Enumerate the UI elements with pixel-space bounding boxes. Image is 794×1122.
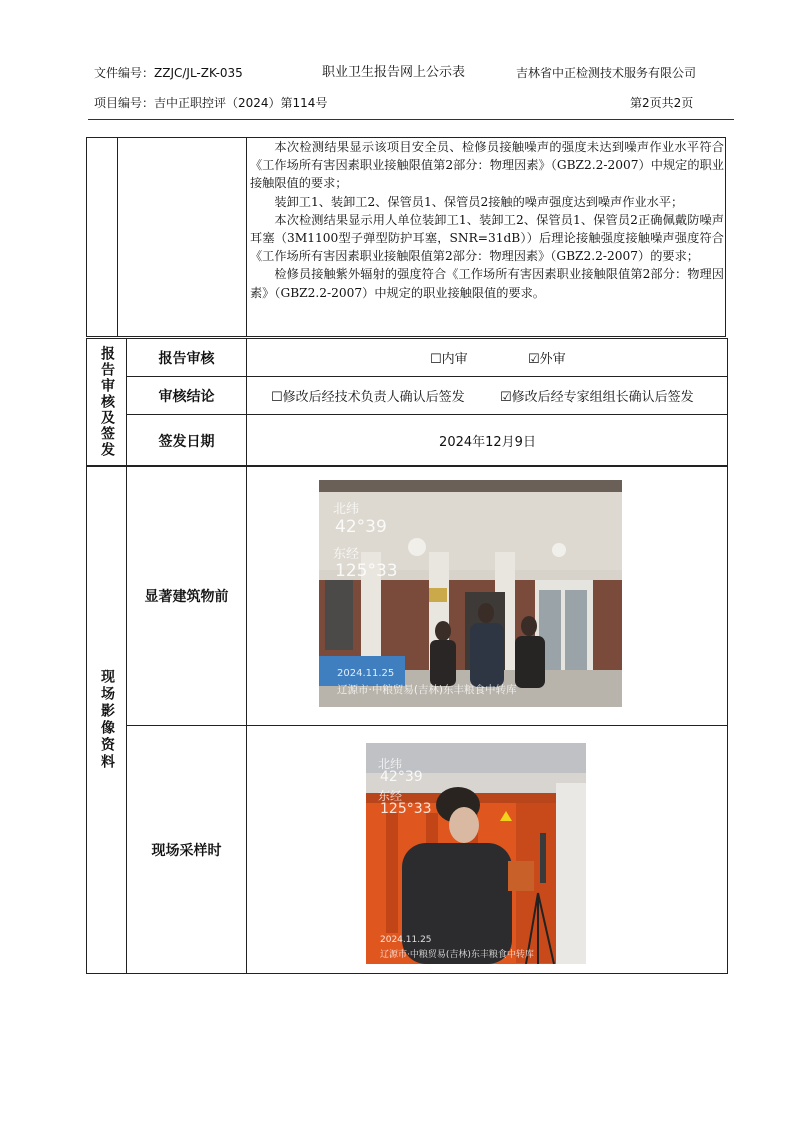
photo2-longitude: 125°33 <box>380 801 432 817</box>
review-label: 报告审核 <box>158 350 215 367</box>
finding-paragraph: 本次检测结果显示用人单位装卸工1、装卸工2、保管员1、保管员2正确佩戴防噪声耳塞（3M1100型子弹型防护耳塞，SNR=31dB））后理论接触强度接触噪声强度符合《工作场所有害因素职业接触限值第2部分：物理因素》（GBZ2.2-2007）的要求； <box>250 212 724 264</box>
review-section-label: 报告审核及签发 <box>99 346 115 458</box>
project-number: 项目编号：吉中正职控评（2024）第114号 <box>94 96 328 110</box>
photo1-location: 辽源市·中粮贸易(吉林)东丰粮食中转库 <box>337 684 517 696</box>
finding-paragraph: 本次检测结果显示该项目安全员、检修员接触噪声的强度未达到噪声作业水平符合《工作场所有害因素职业接触限值第2部分：物理因素》（GBZ2.2-2007）中规定的职业接触限值的要求； <box>250 140 724 191</box>
site-images-section-label: 现场影像资料 <box>99 669 115 771</box>
header-divider <box>88 119 734 120</box>
photo1-date: 2024.11.25 <box>337 668 395 679</box>
building-front-label: 显著建筑物前 <box>144 589 229 605</box>
photo1-longitude: 125°33 <box>335 561 398 581</box>
sampling-photo <box>366 743 586 964</box>
issue-date: 2024年12月9日 <box>439 435 536 450</box>
conclusion-option-expert[interactable]: ☑修改后经专家组组长确认后签发 <box>500 390 694 405</box>
page-indicator: 第2页共2页 <box>630 96 694 110</box>
sampling-label: 现场采样时 <box>151 843 222 859</box>
document-number: 文件编号：ZZJC/JL-ZK-035 <box>94 66 243 80</box>
photo2-location: 辽源市·中粮贸易(吉林)东丰粮食中转库 <box>380 950 534 960</box>
issue-date-label: 签发日期 <box>158 433 215 450</box>
document-title: 职业卫生报告网上公示表 <box>322 65 466 80</box>
finding-paragraph: 装卸工1、装卸工2、保管员1、保管员2接触的噪声强度达到噪声作业水平； <box>274 194 684 209</box>
conclusion-label: 审核结论 <box>158 388 215 405</box>
photo2-date: 2024.11.25 <box>380 935 432 945</box>
building-front-photo <box>319 480 622 707</box>
photo1-latitude-label: 北纬 <box>333 502 360 517</box>
photo2-longitude-label: 东经 <box>378 789 403 803</box>
conclusion-option-technical[interactable]: ☐修改后经技术负责人确认后签发 <box>271 390 465 405</box>
photo1-longitude-label: 东经 <box>333 547 360 562</box>
external-review-checkbox[interactable]: ☑外审 <box>528 352 566 367</box>
internal-review-checkbox[interactable]: ☐内审 <box>430 352 468 367</box>
photo2-latitude: 42°39 <box>380 769 423 785</box>
company-name: 吉林省中正检测技术服务有限公司 <box>516 66 697 80</box>
finding-paragraph: 检修员接触紫外辐射的强度符合《工作场所有害因素职业接触限值第2部分：物理因素》（GBZ2.2-2007）中规定的职业接触限值的要求。 <box>250 267 724 300</box>
photo1-latitude: 42°39 <box>335 517 387 537</box>
findings-text <box>250 138 724 302</box>
photo2-latitude-label: 北纬 <box>378 757 403 771</box>
